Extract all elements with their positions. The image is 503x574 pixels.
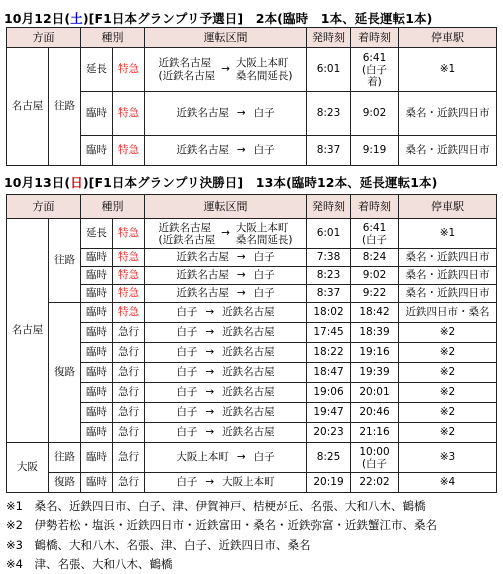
route-cell — [145, 343, 307, 363]
route-cell — [145, 443, 307, 473]
arrival-cell: 20:46 — [351, 403, 399, 423]
table-row — [7, 363, 497, 383]
stops-cell: ※2 — [399, 403, 497, 423]
header-stops: 停車駅 — [399, 195, 497, 219]
route-cell — [145, 48, 307, 92]
train-type-cell: 特急 — [113, 48, 145, 92]
arrival-cell: 20:01 — [351, 383, 399, 403]
header-section: 運転区間 — [145, 28, 307, 48]
header-direction: 方面 — [7, 195, 81, 219]
route-arrow: → — [221, 227, 230, 239]
route-to: 白子 — [253, 451, 275, 463]
stops-cell: ※2 — [399, 343, 497, 363]
route-to: 大阪上本町 — [235, 221, 289, 234]
route-to-note: 桑名間延長) — [235, 69, 293, 82]
departure-cell: 19:06 — [307, 383, 351, 403]
kind-cell: 臨時 — [81, 473, 113, 493]
route-from: 近鉄名古屋 — [176, 269, 229, 281]
train-type-cell: 急行 — [113, 473, 145, 493]
stops-cell: ※3 — [399, 443, 497, 473]
route-from: 白子 — [176, 386, 198, 398]
route-cell — [145, 267, 307, 285]
route-arrow: → — [236, 287, 246, 299]
direction-label-out: 往路 — [49, 219, 81, 303]
route-from-note: (近鉄名古屋 — [158, 233, 216, 246]
train-type-cell: 特急 — [113, 136, 145, 166]
table-row — [7, 423, 497, 443]
table-row — [7, 303, 497, 323]
day2-title-suffix: )[F1日本グランプリ決勝日] 13本(臨時12本、延長運転1本) — [82, 175, 438, 190]
kind-cell: 臨時 — [81, 343, 113, 363]
departure-cell: 8:37 — [307, 285, 351, 303]
arrival-cell: 9:19 — [351, 136, 399, 166]
route-cell — [145, 363, 307, 383]
arrival-cell: 19:16 — [351, 343, 399, 363]
kind-cell: 臨時 — [81, 136, 113, 166]
route-arrow: → — [236, 451, 246, 463]
route-arrow: → — [205, 366, 215, 378]
route-from: 近鉄名古屋 — [158, 221, 211, 234]
route-from: 近鉄名古屋 — [176, 251, 229, 263]
route-to: 近鉄名古屋 — [222, 346, 275, 358]
header-departure: 発時刻 — [307, 28, 351, 48]
table-row — [7, 285, 497, 303]
route-from: 白子 — [176, 326, 198, 338]
train-type-cell: 急行 — [113, 423, 145, 443]
route-to: 近鉄名古屋 — [222, 386, 275, 398]
route-to: 近鉄名古屋 — [222, 326, 275, 338]
train-type-cell: 急行 — [113, 363, 145, 383]
arrival-cell: 22:02 — [351, 473, 399, 493]
departure-cell: 8:37 — [307, 136, 351, 166]
day1-title-prefix: 10月12日( — [4, 11, 71, 26]
arrival-cell: 9:02 — [351, 92, 399, 136]
table-row — [7, 443, 497, 473]
day1-schedule-table — [6, 27, 497, 166]
route-cell — [145, 423, 307, 443]
kind-cell: 臨時 — [81, 363, 113, 383]
departure-cell: 6:01 — [307, 48, 351, 92]
route-to: 白子 — [253, 269, 275, 281]
route-from: 近鉄名古屋 — [176, 107, 229, 119]
route-arrow: → — [205, 326, 215, 338]
route-cell — [145, 136, 307, 166]
train-type-cell: 特急 — [113, 219, 145, 249]
arrival-note-end: 着) — [367, 75, 382, 88]
stops-cell: ※2 — [399, 423, 497, 443]
table-row — [7, 473, 497, 493]
day2-title — [4, 173, 437, 191]
direction-label-back: 復路 — [49, 303, 81, 443]
footnotes — [6, 497, 437, 574]
stops-cell: 桑名・近鉄四日市 — [399, 285, 497, 303]
area-label-nagoya: 名古屋 — [7, 219, 49, 443]
footnote-4: ※4 津、名張、大和八木、鶴橋 — [6, 556, 173, 571]
route-cell — [145, 219, 307, 249]
train-type-cell: 特急 — [113, 249, 145, 267]
route-cell — [145, 323, 307, 343]
route-cell — [145, 473, 307, 493]
route-cell — [145, 403, 307, 423]
departure-cell: 20:19 — [307, 473, 351, 493]
day1-header-row — [7, 28, 497, 48]
day2-title-dow: 日 — [70, 175, 83, 190]
train-type-cell: 特急 — [113, 267, 145, 285]
arrival-cell: 18:42 — [351, 303, 399, 323]
kind-cell: 臨時 — [81, 403, 113, 423]
stops-cell: ※1 — [399, 48, 497, 92]
arrival-cell — [351, 48, 399, 92]
train-type-cell: 急行 — [113, 323, 145, 343]
route-to: 近鉄名古屋 — [222, 426, 275, 438]
arrival-time: 10:00 — [359, 445, 390, 458]
header-direction: 方面 — [7, 28, 81, 48]
stops-cell: ※2 — [399, 363, 497, 383]
route-arrow: → — [205, 476, 215, 488]
arrival-cell: 19:39 — [351, 363, 399, 383]
direction-label-out: 往路 — [49, 443, 81, 473]
route-to: 近鉄名古屋 — [222, 366, 275, 378]
arrival-note: (白子 — [361, 457, 388, 470]
route-from: 白子 — [176, 406, 198, 418]
train-type-cell: 特急 — [113, 92, 145, 136]
train-type-cell: 急行 — [113, 443, 145, 473]
route-arrow: → — [205, 386, 215, 398]
route-to: 白子 — [253, 107, 275, 119]
route-to-note: 桑名間延長) — [235, 233, 293, 246]
route-cell — [145, 92, 307, 136]
kind-cell: 臨時 — [81, 267, 113, 285]
table-row — [7, 403, 497, 423]
route-to: 白子 — [253, 251, 275, 263]
route-to: 近鉄名古屋 — [222, 306, 275, 318]
header-type: 種別 — [81, 195, 145, 219]
route-arrow: → — [236, 107, 246, 119]
kind-cell: 臨時 — [81, 323, 113, 343]
route-to: 大阪上本町 — [235, 56, 289, 69]
route-to: 大阪上本町 — [222, 476, 275, 488]
arrival-cell: 8:24 — [351, 249, 399, 267]
route-to: 近鉄名古屋 — [222, 406, 275, 418]
table-row — [7, 343, 497, 363]
day1-title-suffix: )[F1日本グランプリ予選日] 2本(臨時 1本、延長運転1本) — [82, 11, 433, 26]
route-from: 白子 — [176, 476, 198, 488]
departure-cell: 18:47 — [307, 363, 351, 383]
route-arrow: → — [205, 306, 215, 318]
day2-title-prefix: 10月13日( — [4, 175, 71, 190]
route-cell — [145, 285, 307, 303]
route-arrow: → — [236, 251, 246, 263]
departure-cell: 6:01 — [307, 219, 351, 249]
departure-cell: 8:23 — [307, 92, 351, 136]
stops-cell: 近鉄四日市・桑名 — [399, 303, 497, 323]
header-arrival: 着時刻 — [351, 28, 399, 48]
kind-cell: 延長 — [81, 48, 113, 92]
route-from: 近鉄名古屋 — [176, 287, 229, 299]
train-type-cell: 急行 — [113, 383, 145, 403]
arrival-note: (白子 — [361, 63, 388, 76]
route-from: 白子 — [176, 426, 198, 438]
route-arrow: → — [221, 63, 230, 75]
stops-cell: ※4 — [399, 473, 497, 493]
stops-cell: 桑名・近鉄四日市 — [399, 136, 497, 166]
train-type-cell: 急行 — [113, 403, 145, 423]
route-from: 近鉄名古屋 — [176, 144, 229, 156]
departure-cell: 7:38 — [307, 249, 351, 267]
stops-cell: 桑名・近鉄四日市 — [399, 267, 497, 285]
route-from: 近鉄名古屋 — [158, 56, 211, 69]
arrival-cell: 9:02 — [351, 267, 399, 285]
footnote-2: ※2 伊勢若松・塩浜・近鉄四日市・近鉄富田・桑名・近鉄弥富・近鉄蟹江市、桑名 — [6, 518, 437, 533]
stops-cell: ※2 — [399, 323, 497, 343]
departure-cell: 8:25 — [307, 443, 351, 473]
arrival-time: 6:41 — [362, 221, 387, 234]
stops-cell: ※1 — [399, 219, 497, 249]
header-arrival: 着時刻 — [351, 195, 399, 219]
table-row — [7, 383, 497, 403]
route-from: 白子 — [176, 366, 198, 378]
departure-cell: 19:47 — [307, 403, 351, 423]
area-label: 名古屋 — [7, 48, 49, 166]
table-row — [7, 249, 497, 267]
direction-label-back: 復路 — [49, 473, 81, 493]
kind-cell: 臨時 — [81, 285, 113, 303]
day1-title-dow: 土 — [70, 11, 83, 26]
kind-cell: 臨時 — [81, 249, 113, 267]
route-from-note: (近鉄名古屋 — [158, 69, 216, 82]
day2-header-row — [7, 195, 497, 219]
header-departure: 発時刻 — [307, 195, 351, 219]
area-label-osaka: 大阪 — [7, 443, 49, 493]
route-cell — [145, 249, 307, 267]
table-row — [7, 267, 497, 285]
kind-cell: 延長 — [81, 219, 113, 249]
route-to: 白子 — [253, 287, 275, 299]
arrival-cell: 9:22 — [351, 285, 399, 303]
day2-schedule-table — [6, 194, 497, 493]
route-arrow: → — [205, 426, 215, 438]
route-arrow: → — [236, 144, 246, 156]
table-row — [7, 48, 497, 92]
header-type: 種別 — [81, 28, 145, 48]
arrival-cell — [351, 443, 399, 473]
route-cell — [145, 303, 307, 323]
departure-cell: 20:23 — [307, 423, 351, 443]
arrival-time: 6:41 — [362, 51, 387, 64]
direction-label: 往路 — [49, 48, 81, 166]
route-from: 白子 — [176, 346, 198, 358]
arrival-cell: 21:16 — [351, 423, 399, 443]
table-row — [7, 323, 497, 343]
footnote-3: ※3 鶴橋、大和八木、名張、津、白子、近鉄四日市、桑名 — [6, 537, 311, 552]
train-type-cell: 急行 — [113, 343, 145, 363]
arrival-note: (白子 — [361, 233, 388, 246]
day1-title — [4, 9, 432, 27]
stops-cell: 桑名・近鉄四日市 — [399, 249, 497, 267]
arrival-cell: 18:39 — [351, 323, 399, 343]
departure-cell: 8:23 — [307, 267, 351, 285]
arrival-cell — [351, 219, 399, 249]
route-cell — [145, 383, 307, 403]
table-row — [7, 219, 497, 249]
kind-cell: 臨時 — [81, 303, 113, 323]
departure-cell: 17:45 — [307, 323, 351, 343]
route-arrow: → — [205, 346, 215, 358]
table-row — [7, 92, 497, 136]
departure-cell: 18:02 — [307, 303, 351, 323]
route-from: 白子 — [176, 306, 198, 318]
route-to: 白子 — [253, 144, 275, 156]
kind-cell: 臨時 — [81, 423, 113, 443]
stops-cell: 桑名・近鉄四日市 — [399, 92, 497, 136]
train-type-cell: 特急 — [113, 285, 145, 303]
kind-cell: 臨時 — [81, 443, 113, 473]
train-type-cell: 特急 — [113, 303, 145, 323]
footnote-1: ※1 桑名、近鉄四日市、白子、津、伊賀神戸、桔梗が丘、名張、大和八木、鶴橋 — [6, 499, 426, 513]
stops-cell: ※2 — [399, 383, 497, 403]
departure-cell: 18:22 — [307, 343, 351, 363]
route-from: 大阪上本町 — [176, 451, 229, 463]
kind-cell: 臨時 — [81, 383, 113, 403]
route-arrow: → — [205, 406, 215, 418]
route-arrow: → — [236, 269, 246, 281]
kind-cell: 臨時 — [81, 92, 113, 136]
header-stops: 停車駅 — [399, 28, 497, 48]
table-row — [7, 136, 497, 166]
header-section: 運転区間 — [145, 195, 307, 219]
